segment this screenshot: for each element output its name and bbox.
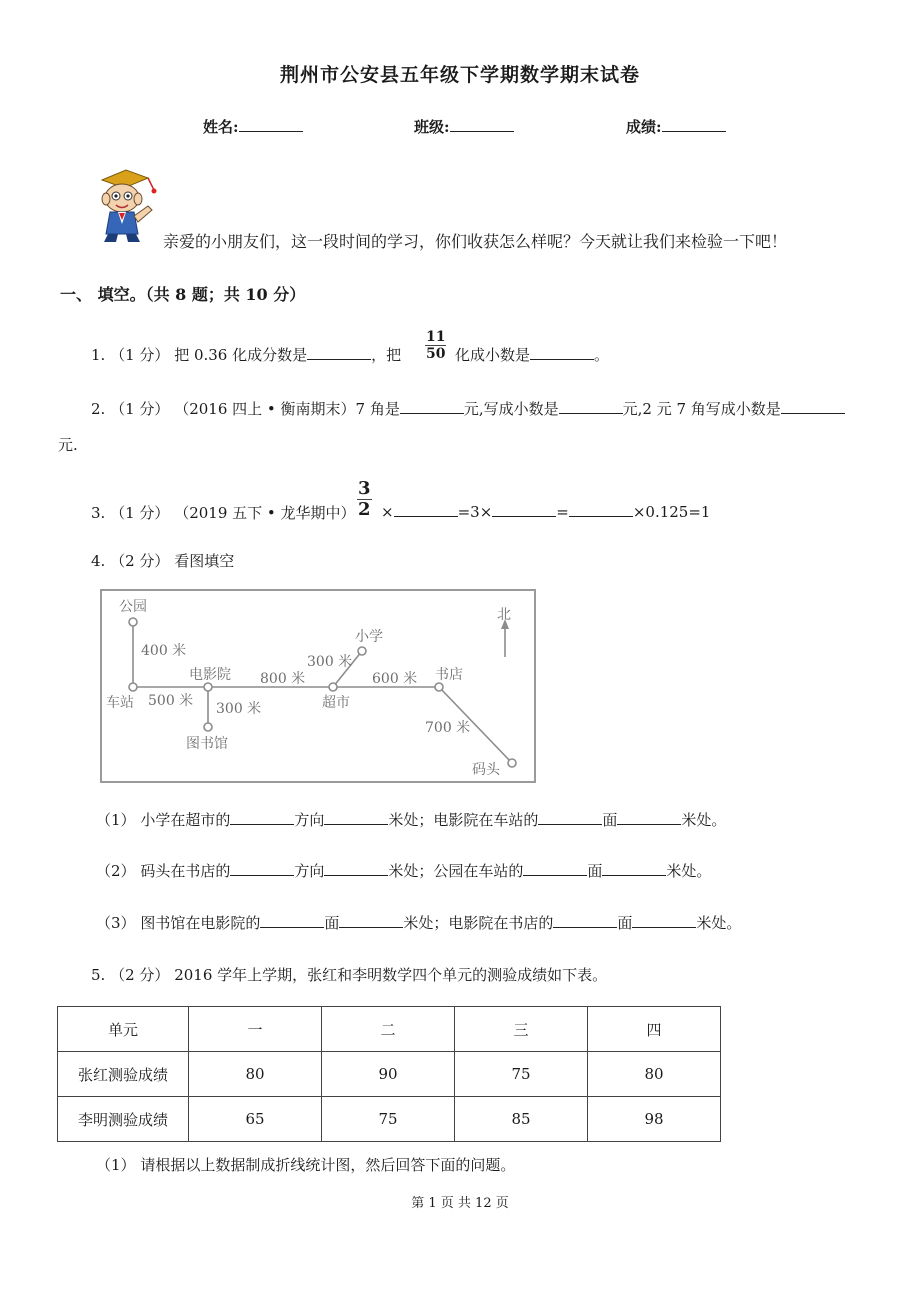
- q5-sub-1: [96, 1154, 515, 1175]
- name-field[interactable]: [203, 116, 303, 137]
- question-1: [91, 344, 401, 365]
- question-3-cont: [381, 502, 710, 521]
- label-supermarket: 超市: [322, 695, 350, 711]
- q4-sub-2-blank-4[interactable]: [602, 861, 666, 876]
- q1-text-a: 把 0.36 化成分数是: [174, 346, 308, 364]
- table-header-cell: 一: [189, 1007, 322, 1052]
- score-blank[interactable]: [662, 117, 726, 132]
- q1-text-d: 。: [594, 346, 610, 364]
- q1-text-c: 化成小数是: [455, 346, 531, 364]
- q4-sub-2: [96, 860, 711, 881]
- class-label: 班级:: [414, 118, 450, 136]
- label-park: 公园: [119, 599, 147, 615]
- q1-fraction-numerator: 11: [426, 329, 446, 345]
- q2-text-a: （2016 四上 • 衡南期末）7 角是: [174, 400, 400, 418]
- q4-sub-1-blank-2[interactable]: [324, 810, 388, 825]
- q4-sub-1-text-e: 米处。: [681, 811, 727, 829]
- question-3: [91, 502, 356, 523]
- q4-sub-2-text-a: 码头在书店的: [140, 862, 231, 880]
- q4-sub-1: [96, 809, 726, 830]
- route-map: [100, 589, 536, 783]
- table-cell: 75: [322, 1097, 455, 1142]
- q1-blank-1[interactable]: [307, 345, 371, 360]
- q3-text-a: （2019 五下 • 龙华期中）: [174, 504, 356, 522]
- q3-text-d: =: [556, 503, 569, 521]
- mascot-image: [92, 166, 164, 244]
- table-row: [58, 1052, 721, 1097]
- label-school: 小学: [355, 629, 383, 645]
- q2-text-b: 元,写成小数是: [463, 400, 559, 418]
- q2-blank-1[interactable]: [400, 399, 464, 414]
- q2-blank-2[interactable]: [559, 399, 623, 414]
- q1-blank-2[interactable]: [530, 345, 594, 360]
- greeting-text: 亲爱的小朋友们，这一段时间的学习，你们收获怎么样呢？今天就让我们来检验一下吧！: [163, 232, 788, 251]
- q1-text-b: ，把: [371, 346, 402, 364]
- page-title: 荆州市公安县五年级下学期数学期末试卷: [279, 64, 640, 86]
- q4-sub-2-blank-2[interactable]: [324, 861, 388, 876]
- question-5: [91, 964, 607, 985]
- q4-sub-1-text-c: 米处；电影院在车站的: [388, 811, 539, 829]
- table-cell: 85: [455, 1097, 588, 1142]
- distance-market-bookstore: 600 米: [372, 671, 418, 687]
- q3-fraction-numerator: 3: [358, 478, 371, 499]
- label-cinema: 电影院: [189, 667, 231, 683]
- section-title: 一、 填空。（共 8 题；共 10 分）: [60, 285, 306, 304]
- q3-score: （1 分）: [110, 504, 170, 522]
- q4-number: 4.: [91, 552, 106, 570]
- table-header-cell: 四: [588, 1007, 721, 1052]
- q4-score: （2 分）: [110, 552, 170, 570]
- q4-sub-3-text-e: 米处。: [696, 914, 742, 932]
- q1-fraction-denominator: 50: [426, 346, 446, 362]
- q4-sub-3-blank-1[interactable]: [260, 913, 324, 928]
- distance-station-cinema: 500 米: [148, 693, 194, 709]
- table-row: [58, 1097, 721, 1142]
- question-1-cont: [455, 344, 609, 365]
- table-header-row: [58, 1007, 721, 1052]
- label-north: 北: [497, 607, 511, 623]
- score-field[interactable]: [626, 116, 726, 137]
- q4-sub-3-blank-2[interactable]: [339, 913, 403, 928]
- table-cell: 65: [189, 1097, 322, 1142]
- q2-text-d: 元.: [58, 436, 78, 454]
- table-cell: 75: [455, 1052, 588, 1097]
- q3-text-c: =3×: [457, 503, 493, 521]
- q4-sub-1-blank-4[interactable]: [617, 810, 681, 825]
- q5-text: 2016 学年上学期，张红和李明数学四个单元的测验成绩如下表。: [174, 966, 608, 984]
- library-node: [204, 723, 212, 731]
- distance-park: 400 米: [141, 643, 187, 659]
- table-cell: 李明测验成绩: [58, 1097, 189, 1142]
- cinema-node: [204, 683, 212, 691]
- q4-text: 看图填空: [174, 552, 235, 570]
- bookstore-node: [435, 683, 443, 691]
- park-node: [129, 618, 137, 626]
- q4-sub-3: [96, 912, 741, 933]
- distance-dock: 700 米: [425, 720, 471, 736]
- q5-score: （2 分）: [110, 966, 170, 984]
- q5-sub-1-text: 请根据以上数据制成折线统计图，然后回答下面的问题。: [140, 1156, 516, 1174]
- market-node: [329, 683, 337, 691]
- q4-sub-2-text-c: 米处；公园在车站的: [388, 862, 524, 880]
- name-label: 姓名:: [203, 118, 239, 136]
- label-bookstore: 书店: [435, 667, 463, 683]
- question-4: [91, 550, 234, 571]
- table-header-cell: 二: [322, 1007, 455, 1052]
- q4-sub-2-text-b: 方向: [294, 862, 325, 880]
- table-cell: 80: [588, 1052, 721, 1097]
- table-cell: 80: [189, 1052, 322, 1097]
- class-blank[interactable]: [450, 117, 514, 132]
- q3-text-b: ×: [381, 503, 394, 521]
- class-field[interactable]: [414, 116, 514, 137]
- q4-sub-2-text-d: 面: [587, 862, 603, 880]
- label-dock: 码头: [472, 762, 500, 778]
- q3-blank-1[interactable]: [394, 502, 458, 517]
- q3-blank-2[interactable]: [492, 502, 556, 517]
- distance-library: 300 米: [216, 701, 262, 717]
- page-footer: 第 1 页 共 12 页: [411, 1196, 509, 1211]
- q4-sub-3-blank-3[interactable]: [553, 913, 617, 928]
- name-blank[interactable]: [239, 117, 303, 132]
- table-cell: 90: [322, 1052, 455, 1097]
- q4-sub-3-number: （3）: [96, 914, 136, 932]
- q2-number: 2.: [91, 400, 106, 418]
- q4-sub-3-text-a: 图书馆在电影院的: [140, 914, 261, 932]
- q4-sub-2-number: （2）: [96, 862, 136, 880]
- q4-sub-1-text-a: 小学在超市的: [140, 811, 231, 829]
- label-station: 车站: [106, 695, 134, 711]
- q2-text-c: 元,2 元 7 角写成小数是: [622, 400, 781, 418]
- label-library: 图书馆: [186, 736, 228, 752]
- station-node: [129, 683, 137, 691]
- table-cell: 张红测验成绩: [58, 1052, 189, 1097]
- q4-sub-2-blank-3[interactable]: [523, 861, 587, 876]
- q3-fraction: [357, 480, 372, 519]
- table-cell: 98: [588, 1097, 721, 1142]
- q3-blank-3[interactable]: [569, 502, 633, 517]
- q4-sub-1-blank-1[interactable]: [230, 810, 294, 825]
- q4-sub-3-text-c: 米处；电影院在书店的: [403, 914, 554, 932]
- table-header-cell: 三: [455, 1007, 588, 1052]
- q4-sub-1-blank-3[interactable]: [538, 810, 602, 825]
- map-frame: [101, 590, 535, 782]
- school-node: [358, 647, 366, 655]
- q4-sub-3-blank-4[interactable]: [632, 913, 696, 928]
- question-2: [91, 398, 845, 419]
- table-header-cell: 单元: [58, 1007, 189, 1052]
- q2-score: （1 分）: [110, 400, 170, 418]
- q4-sub-3-text-d: 面: [617, 914, 633, 932]
- distance-cinema-market: 800 米: [260, 671, 306, 687]
- score-table: [57, 1006, 721, 1142]
- score-label: 成绩:: [626, 118, 662, 136]
- q3-fraction-denominator: 2: [358, 499, 371, 520]
- q4-sub-3-text-b: 面: [324, 914, 340, 932]
- q4-sub-1-text-d: 面: [602, 811, 618, 829]
- q4-sub-2-blank-1[interactable]: [230, 861, 294, 876]
- distance-school: 300 米: [307, 654, 353, 670]
- q3-number: 3.: [91, 504, 106, 522]
- q4-sub-1-text-b: 方向: [294, 811, 325, 829]
- q1-score: （1 分）: [110, 346, 170, 364]
- q3-text-e: ×0.125=1: [632, 503, 711, 521]
- q2-blank-3[interactable]: [781, 399, 845, 414]
- q1-number: 1.: [91, 346, 106, 364]
- q5-number: 5.: [91, 966, 106, 984]
- q4-sub-2-text-e: 米处。: [666, 862, 712, 880]
- q4-sub-1-number: （1）: [96, 811, 136, 829]
- q1-fraction: [425, 330, 446, 361]
- dock-node: [508, 759, 516, 767]
- q5-sub-1-number: （1）: [96, 1156, 136, 1174]
